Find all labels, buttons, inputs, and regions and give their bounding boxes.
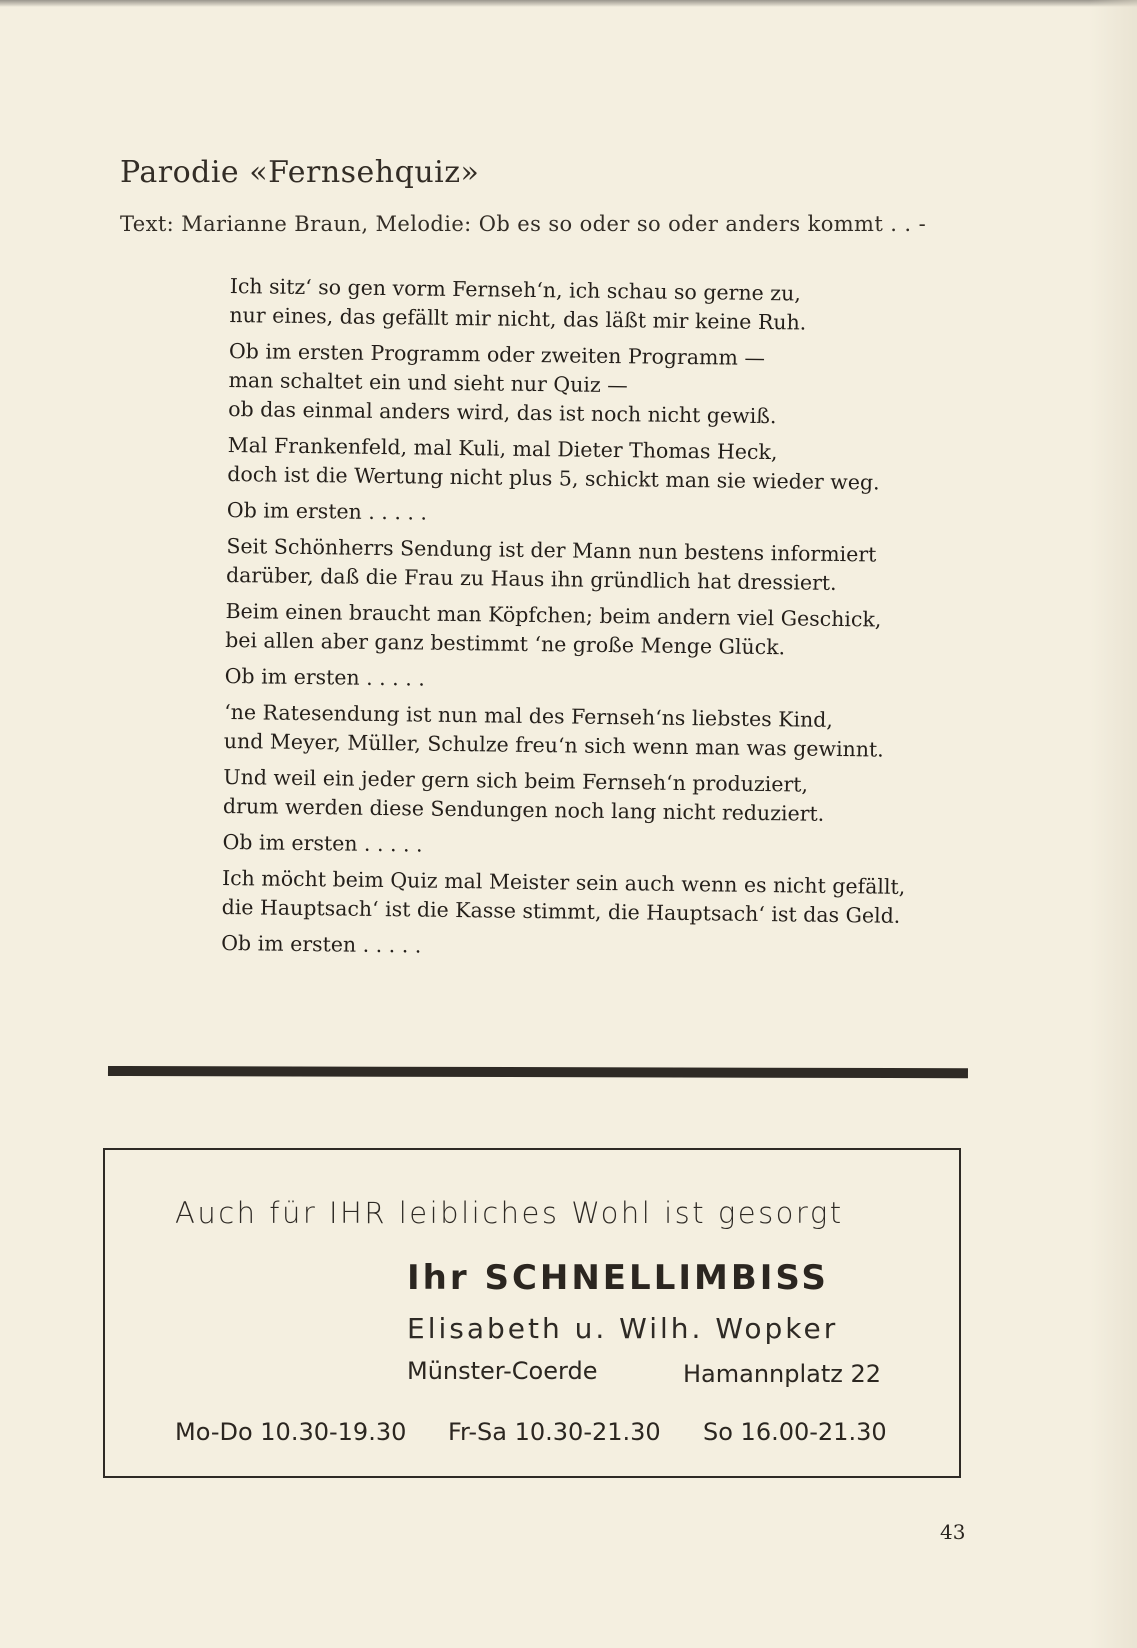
lyric-stanza (228, 337, 929, 433)
lyric-line: Ob im ersten . . . . . (226, 497, 428, 525)
page-right-shadow (1089, 0, 1137, 1648)
lyric-line: und Meyer, Müller, Schulze freu‘n sich wenn man was gewinnt. (223, 728, 884, 762)
lyric-line: ‘ne Ratesendung ist nun mal des Fernseh‘ns liebstes Kind, (224, 699, 834, 732)
song-lyrics (221, 272, 930, 974)
lyric-stanza (221, 929, 921, 967)
ad-owners: Elisabeth u. Wilh. Wopker (407, 1312, 839, 1345)
lyric-line: darüber, daß die Frau zu Haus ihn gründlich hat dressiert. (225, 562, 837, 595)
ad-hours-friday-saturday: Fr-Sa 10.30-21.30 (448, 1418, 661, 1446)
lyric-line: Ob im ersten . . . . . (224, 663, 426, 691)
section-divider (108, 1066, 968, 1078)
ad-street: Hamannplatz 22 (683, 1360, 882, 1388)
page-number: 43 (940, 1520, 966, 1544)
ad-tagline: Auch für IHR leibliches Wohl ist gesorgt (175, 1196, 844, 1230)
lyric-stanza (223, 763, 924, 830)
lyric-line: Ob im ersten . . . . . (222, 829, 423, 857)
lyric-line: ob das einmal anders wird, das ist noch nicht gewiß. (228, 396, 777, 429)
lyric-stanza (222, 828, 922, 866)
ad-city: Münster-Coerde (407, 1357, 598, 1385)
lyric-stanza (226, 532, 927, 599)
ad-hours-weekday: Mo-Do 10.30-19.30 (175, 1418, 407, 1446)
ad-hours-sunday: So 16.00-21.30 (703, 1418, 887, 1446)
lyric-stanza (227, 431, 928, 498)
lyric-line: Beim einen braucht man Köpfchen; beim andern viel Geschick, (225, 598, 882, 632)
lyric-line: Und weil ein jeder gern sich beim Fernseh‘n produziert, (223, 764, 809, 797)
lyric-line: die Hauptsach‘ ist die Kasse stimmt, die Hauptsach‘ ist das Geld. (221, 894, 901, 928)
lyric-line: bei allen aber ganz bestimmt ‘ne große Menge Glück. (225, 627, 786, 660)
lyric-stanza (224, 698, 925, 765)
page-top-edge (0, 0, 1137, 7)
lyric-line: Ich sitz‘ so gen vorm Fernseh‘n, ich schau so gerne zu, (229, 273, 801, 306)
lyric-line: nur eines, das gefällt mir nicht, das läßt mir keine Ruh. (229, 302, 807, 335)
lyric-stanza (225, 662, 925, 700)
lyric-line: Ob im ersten Programm oder zweiten Programm — (228, 338, 766, 371)
lyric-stanza (221, 864, 922, 931)
lyric-line: Seit Schönherrs Sendung ist der Mann nun bestens informiert (226, 533, 877, 567)
song-credit: Text: Marianne Braun, Melodie: Ob es so oder so oder anders kommt . . - (120, 212, 927, 236)
ad-business-name: Ihr SCHNELLIMBISS (407, 1258, 829, 1298)
lyric-stanza (225, 597, 926, 664)
lyric-line: man schaltet ein und sieht nur Quiz — (228, 367, 628, 398)
page-title: Parodie «Fernsehquiz» (120, 155, 480, 190)
lyric-stanza (227, 496, 927, 534)
lyric-line: drum werden diese Sendungen noch lang nicht reduziert. (222, 793, 825, 826)
lyric-line: Ob im ersten . . . . . (221, 930, 422, 958)
lyric-line: Ich möcht beim Quiz mal Meister sein auch wenn es nicht gefällt, (221, 865, 906, 899)
advertisement (103, 1148, 961, 1478)
lyric-stanza (229, 272, 930, 339)
lyric-line: doch ist die Wertung nicht plus 5, schickt man sie wieder weg. (227, 461, 880, 495)
lyric-line: Mal Frankenfeld, mal Kuli, mal Dieter Thomas Heck, (227, 432, 778, 465)
